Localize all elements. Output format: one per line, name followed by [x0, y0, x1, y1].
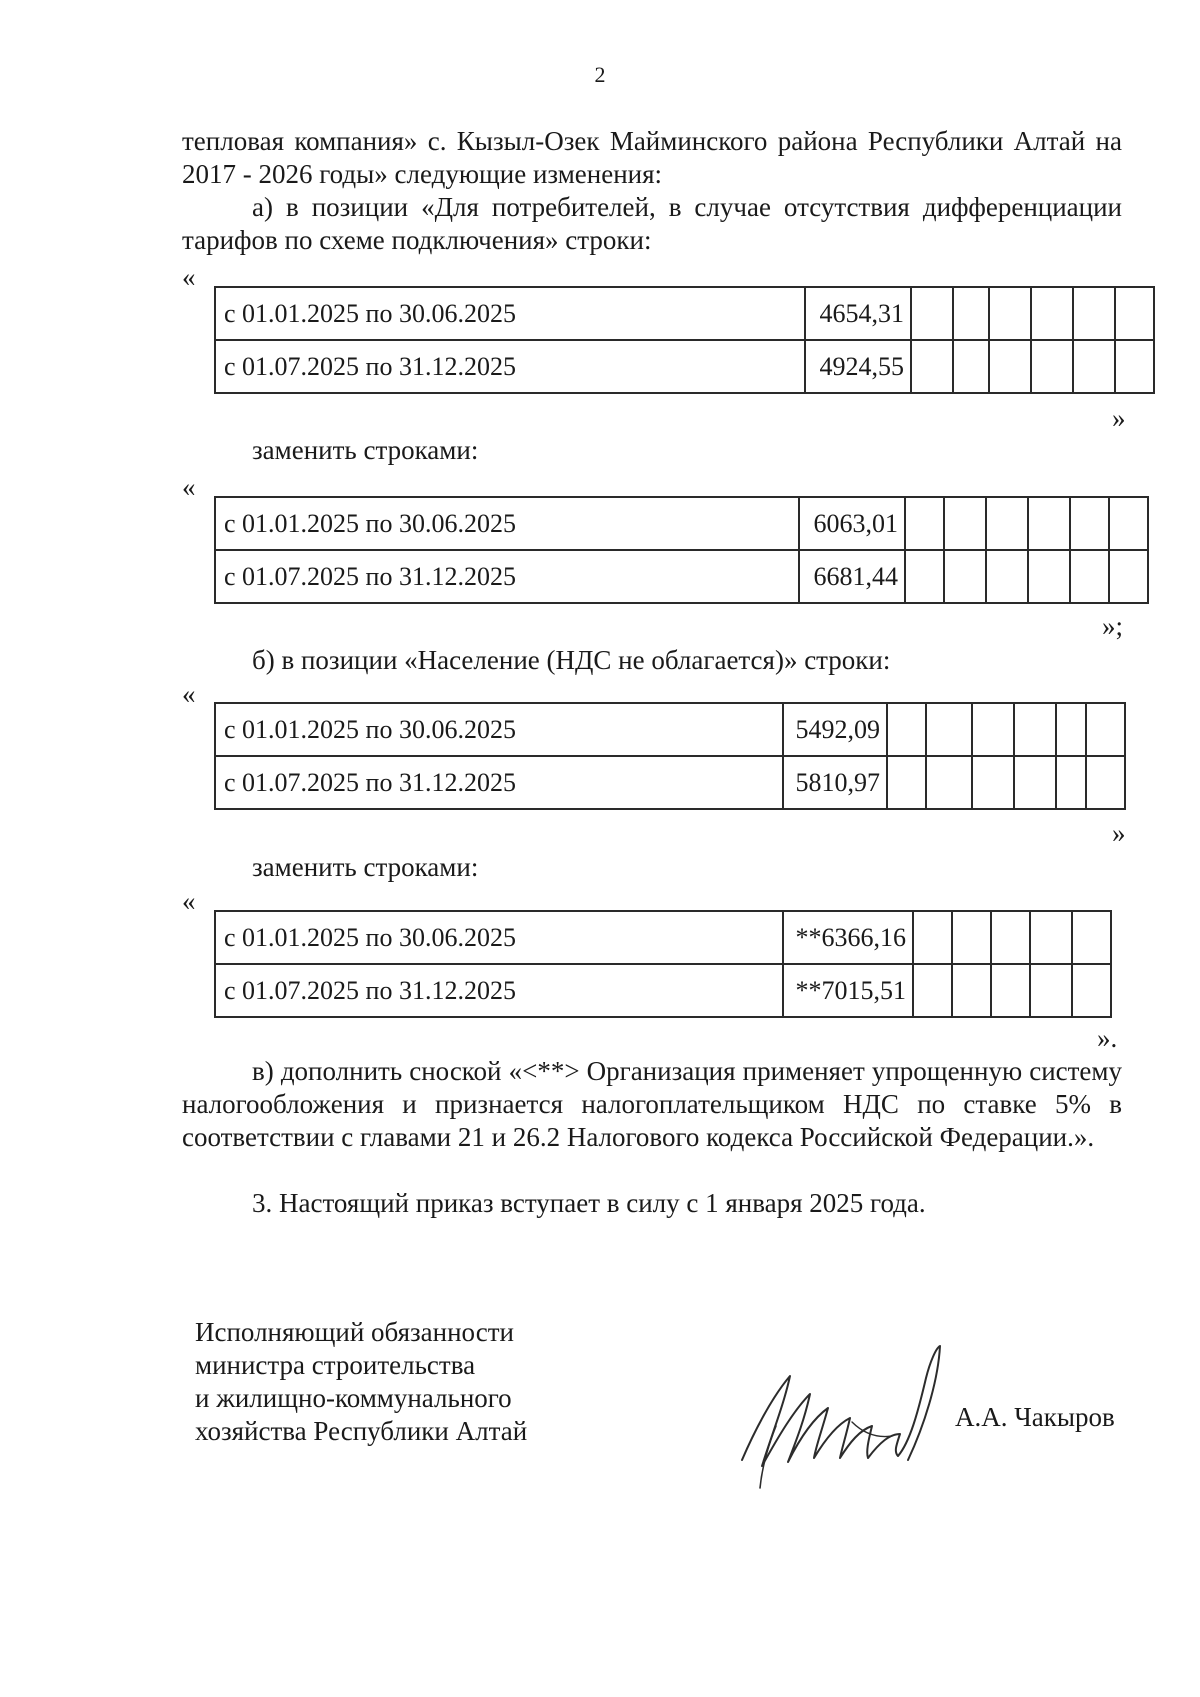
tariff-table-a-new: [214, 496, 1149, 604]
intro-paragraph: тепловая компания» с. Кызыл-Озек Майминского района Республики Алтай на 2017 - 2026 годы» следующие изменения:: [182, 126, 1122, 189]
table-row: [215, 703, 1125, 756]
period-cell: с 01.01.2025 по 30.06.2025: [215, 911, 783, 964]
page-number: 2: [594, 62, 606, 87]
table-row: [215, 550, 1148, 603]
close-quote: »: [1112, 403, 1126, 433]
handwritten-signature: [732, 1342, 962, 1492]
signer-line: Исполняющий обязанности: [195, 1317, 514, 1347]
table-row: [215, 756, 1125, 809]
value-cell: **6366,16: [783, 911, 913, 964]
table-row: [215, 911, 1111, 964]
item-3-paragraph: 3. Настоящий приказ вступает в силу с 1 января 2025 года.: [252, 1188, 926, 1218]
close-quote: »: [1112, 818, 1126, 848]
value-cell: **7015,51: [783, 964, 913, 1017]
signer-position: [195, 1316, 527, 1448]
signer-line: хозяйства Республики Алтай: [195, 1416, 528, 1446]
period-cell: с 01.01.2025 по 30.06.2025: [215, 703, 783, 756]
close-quote-period: ».: [1097, 1023, 1118, 1053]
signer-name: А.А. Чакыров: [955, 1402, 1115, 1432]
item-c-paragraph: в) дополнить сноской «<**> Организация применяет упрощенную систему налогообложения и признается налогоплательщиком НДС по ставке 5% в соответствии с главами 21 и 26.2 Налогового кодекса Российской Федерации.».: [182, 1056, 1122, 1152]
replace-with-label: заменить строками:: [252, 435, 479, 465]
period-cell: с 01.07.2025 по 31.12.2025: [215, 756, 783, 809]
table-row: [215, 497, 1148, 550]
open-quote: «: [182, 262, 196, 292]
period-cell: с 01.07.2025 по 31.12.2025: [215, 550, 799, 603]
item-a-paragraph: а) в позиции «Для потребителей, в случае отсутствия дифференциации тарифов по схеме подключения» строки:: [182, 192, 1122, 255]
period-cell: с 01.07.2025 по 31.12.2025: [215, 340, 805, 393]
value-cell: 4924,55: [805, 340, 911, 393]
value-cell: 6063,01: [799, 497, 905, 550]
value-cell: 5810,97: [783, 756, 887, 809]
tariff-table-b-new: [214, 910, 1112, 1018]
value-cell: 5492,09: [783, 703, 887, 756]
tariff-table-b-old: [214, 702, 1126, 810]
period-cell: с 01.01.2025 по 30.06.2025: [215, 287, 805, 340]
replace-with-label: заменить строками:: [252, 852, 479, 882]
open-quote: «: [182, 886, 196, 916]
item-b-paragraph: б) в позиции «Население (НДС не облагается)» строки:: [252, 645, 891, 675]
period-cell: с 01.07.2025 по 31.12.2025: [215, 964, 783, 1017]
tariff-table-a-old: [214, 286, 1155, 394]
open-quote: «: [182, 679, 196, 709]
period-cell: с 01.01.2025 по 30.06.2025: [215, 497, 799, 550]
close-quote-semicolon: »;: [1102, 611, 1124, 641]
signer-line: министра строительства: [195, 1350, 476, 1380]
open-quote: «: [182, 472, 196, 502]
value-cell: 4654,31: [805, 287, 911, 340]
table-row: [215, 287, 1154, 340]
value-cell: 6681,44: [799, 550, 905, 603]
signer-line: и жилищно-коммунального: [195, 1383, 512, 1413]
table-row: [215, 340, 1154, 393]
table-row: [215, 964, 1111, 1017]
